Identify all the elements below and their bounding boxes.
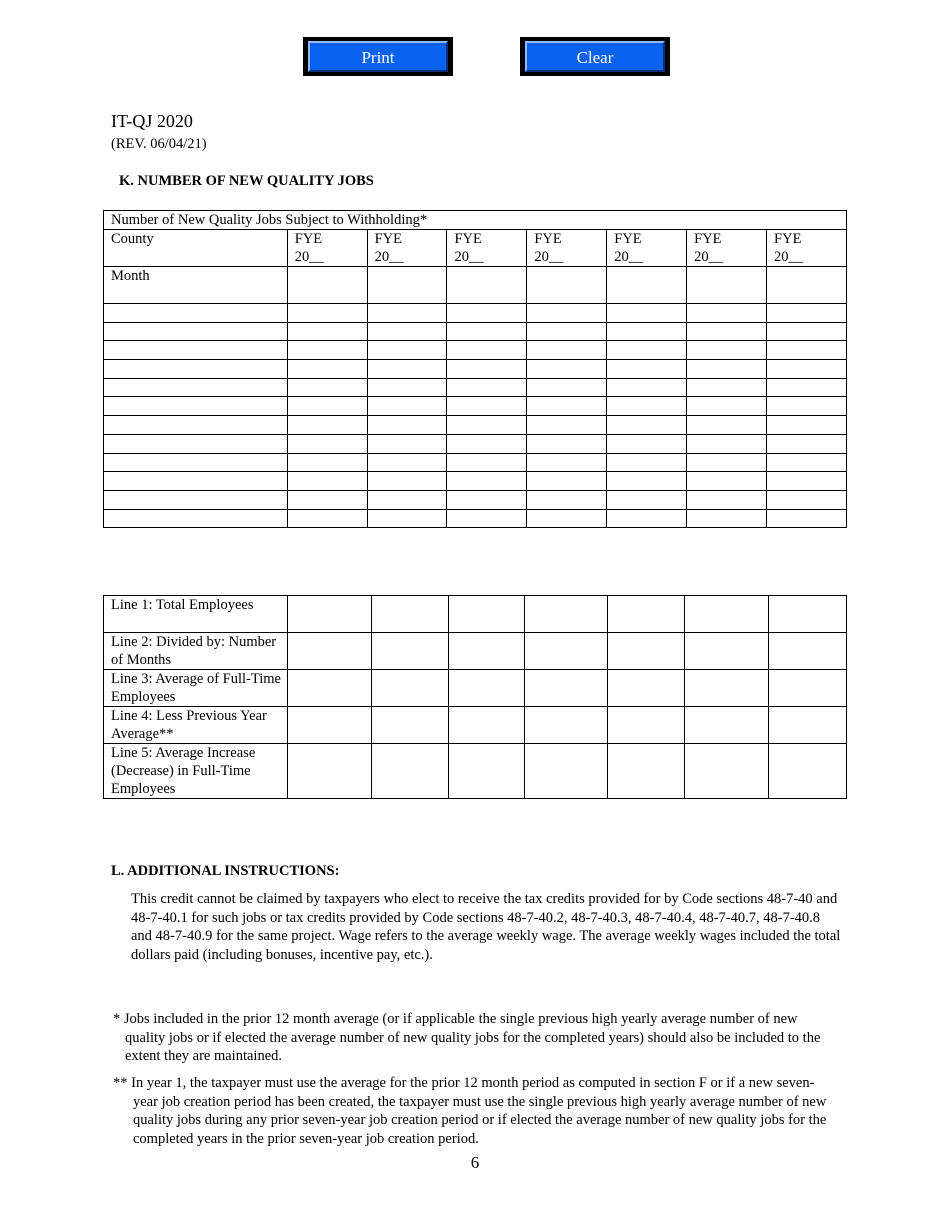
footnote-single-asterisk: * Jobs included in the prior 12 month average (or if applicable the single previous high yearly average number of new quality jobs or if elected the average number of new quality jobs for the completed years) should also be included to the extent they are maintained. [113,1011,821,1064]
fye-header-5 [607,230,687,267]
fye-label: FYE [374,231,402,247]
jobs-count-cell[interactable] [367,472,447,491]
fye-label: FYE [454,231,482,247]
jobs-count-cell[interactable] [687,490,767,509]
month-cell[interactable] [447,267,527,304]
form-id: IT-QJ 2020 [111,111,193,131]
jobs-count-cell[interactable] [367,360,447,379]
jobs-count-cell[interactable] [527,453,607,472]
jobs-count-cell[interactable] [287,322,367,341]
form-revision: (REV. 06/04/21) [111,136,207,152]
jobs-count-cell[interactable] [687,453,767,472]
jobs-count-cell[interactable] [447,341,527,360]
jobs-count-cell[interactable] [527,416,607,435]
summary-value-cell[interactable] [685,633,769,670]
jobs-table-row [104,341,847,360]
summary-value-cell[interactable] [371,670,448,707]
month-cell[interactable] [287,267,367,304]
jobs-count-cell[interactable] [687,322,767,341]
month-cell[interactable] [767,267,847,304]
jobs-count-cell[interactable] [687,360,767,379]
summary-value-cell[interactable] [525,596,608,633]
jobs-count-cell[interactable] [607,434,687,453]
jobs-count-cell[interactable] [527,304,607,323]
jobs-table-row [104,360,847,379]
summary-value-cell[interactable] [769,670,847,707]
month-cell[interactable] [367,267,447,304]
county-cell[interactable] [104,397,288,416]
summary-row-line-3 [104,670,847,707]
jobs-count-cell[interactable] [287,397,367,416]
summary-value-cell[interactable] [608,633,685,670]
jobs-count-cell[interactable] [527,397,607,416]
summary-row-label: Line 3: Average of Full-Time Employees [104,670,288,707]
fye-label: FYE [614,231,642,247]
month-cell[interactable] [687,267,767,304]
summary-row-line-4 [104,707,847,744]
fye-header-4 [527,230,607,267]
county-cell[interactable] [104,322,288,341]
jobs-count-cell[interactable] [447,453,527,472]
county-cell[interactable] [104,509,288,528]
jobs-table-row [104,434,847,453]
jobs-table-row [104,490,847,509]
jobs-table-row [104,416,847,435]
county-cell[interactable] [104,472,288,491]
fye-header-6 [687,230,767,267]
jobs-count-cell[interactable] [287,453,367,472]
print-button[interactable] [303,37,453,76]
fye-year-blank: 20__ [534,249,564,265]
jobs-count-cell[interactable] [767,360,847,379]
jobs-count-cell[interactable] [767,472,847,491]
jobs-count-cell[interactable] [527,341,607,360]
summary-value-cell[interactable] [287,670,371,707]
county-cell[interactable] [104,434,288,453]
summary-value-cell[interactable] [287,744,371,799]
jobs-count-cell[interactable] [447,434,527,453]
fye-label: FYE [774,231,802,247]
month-cell[interactable] [527,267,607,304]
jobs-count-cell[interactable] [527,472,607,491]
jobs-count-cell[interactable] [767,378,847,397]
summary-value-cell[interactable] [448,707,525,744]
summary-value-cell[interactable] [525,670,608,707]
jobs-count-cell[interactable] [607,397,687,416]
jobs-count-cell[interactable] [607,341,687,360]
fye-year-blank: 20__ [694,249,724,265]
jobs-count-cell[interactable] [527,360,607,379]
jobs-count-cell[interactable] [687,434,767,453]
summary-value-cell[interactable] [448,596,525,633]
jobs-count-cell[interactable] [767,304,847,323]
county-cell[interactable] [104,341,288,360]
jobs-table-row [104,378,847,397]
jobs-table [103,210,847,528]
county-cell[interactable] [104,453,288,472]
county-cell[interactable] [104,360,288,379]
jobs-count-cell[interactable] [607,322,687,341]
jobs-count-cell[interactable] [287,472,367,491]
summary-value-cell[interactable] [685,670,769,707]
jobs-count-cell[interactable] [447,304,527,323]
jobs-count-cell[interactable] [527,378,607,397]
fye-year-blank: 20__ [774,249,804,265]
summary-value-cell[interactable] [769,596,847,633]
summary-row-line-1 [104,596,847,633]
jobs-count-cell[interactable] [447,378,527,397]
jobs-count-cell[interactable] [687,509,767,528]
jobs-count-cell[interactable] [607,360,687,379]
summary-value-cell[interactable] [371,744,448,799]
summary-value-cell[interactable] [769,633,847,670]
jobs-count-cell[interactable] [767,509,847,528]
jobs-count-cell[interactable] [287,360,367,379]
jobs-count-cell[interactable] [527,322,607,341]
fye-year-blank: 20__ [294,249,324,265]
jobs-count-cell[interactable] [687,472,767,491]
summary-row-label: Line 4: Less Previous Year Average** [104,707,288,744]
jobs-count-cell[interactable] [607,472,687,491]
jobs-count-cell[interactable] [287,304,367,323]
fye-year-blank: 20__ [454,249,484,265]
fye-header-3 [447,230,527,267]
summary-value-cell[interactable] [371,707,448,744]
clear-button[interactable] [520,37,670,76]
summary-value-cell[interactable] [448,633,525,670]
jobs-table-caption: Number of New Quality Jobs Subject to Withholding* [104,211,847,230]
summary-value-cell[interactable] [769,744,847,799]
jobs-count-cell[interactable] [367,453,447,472]
summary-value-cell[interactable] [525,744,608,799]
summary-value-cell[interactable] [608,707,685,744]
month-label: Month [104,267,288,304]
summary-value-cell[interactable] [769,707,847,744]
jobs-count-cell[interactable] [447,416,527,435]
jobs-table-row [104,304,847,323]
summary-value-cell[interactable] [287,633,371,670]
jobs-count-cell[interactable] [367,434,447,453]
jobs-count-cell[interactable] [607,378,687,397]
jobs-count-cell[interactable] [767,322,847,341]
jobs-count-cell[interactable] [767,453,847,472]
summary-value-cell[interactable] [685,596,769,633]
section-l-title: L. ADDITIONAL INSTRUCTIONS: [111,863,340,879]
jobs-count-cell[interactable] [527,434,607,453]
jobs-count-cell[interactable] [367,397,447,416]
jobs-count-cell[interactable] [367,378,447,397]
summary-value-cell[interactable] [371,596,448,633]
jobs-count-cell[interactable] [447,322,527,341]
summary-value-cell[interactable] [448,744,525,799]
jobs-count-cell[interactable] [527,490,607,509]
summary-value-cell[interactable] [608,596,685,633]
summary-row-label: Line 1: Total Employees [104,596,288,633]
summary-value-cell[interactable] [608,744,685,799]
jobs-count-cell[interactable] [367,341,447,360]
jobs-count-cell[interactable] [447,360,527,379]
jobs-count-cell[interactable] [687,416,767,435]
jobs-count-cell[interactable] [607,490,687,509]
summary-value-cell[interactable] [685,744,769,799]
summary-row-line-2 [104,633,847,670]
jobs-count-cell[interactable] [607,509,687,528]
jobs-count-cell[interactable] [287,509,367,528]
summary-value-cell[interactable] [608,670,685,707]
jobs-count-cell[interactable] [527,509,607,528]
jobs-count-cell[interactable] [767,416,847,435]
month-cell[interactable] [607,267,687,304]
jobs-count-cell[interactable] [767,341,847,360]
print-button-label: Print [308,41,448,72]
jobs-count-cell[interactable] [287,416,367,435]
jobs-count-cell[interactable] [767,490,847,509]
jobs-count-cell[interactable] [687,378,767,397]
summary-value-cell[interactable] [448,670,525,707]
fye-label: FYE [694,231,722,247]
county-cell[interactable] [104,378,288,397]
jobs-count-cell[interactable] [287,341,367,360]
jobs-count-cell[interactable] [607,416,687,435]
jobs-count-cell[interactable] [367,304,447,323]
jobs-count-cell[interactable] [767,434,847,453]
county-cell[interactable] [104,490,288,509]
jobs-table-row [104,322,847,341]
jobs-table-row [104,472,847,491]
county-cell[interactable] [104,304,288,323]
fye-header-2 [367,230,447,267]
jobs-count-cell[interactable] [687,397,767,416]
summary-value-cell[interactable] [525,707,608,744]
jobs-table-row [104,397,847,416]
fye-label: FYE [534,231,562,247]
county-label: County [104,230,288,267]
jobs-count-cell[interactable] [607,304,687,323]
jobs-count-cell[interactable] [447,397,527,416]
summary-row-label: Line 5: Average Increase (Decrease) in Full-Time Employees [104,744,288,799]
summary-value-cell[interactable] [287,596,371,633]
fye-header-7 [767,230,847,267]
fye-year-blank: 20__ [374,249,404,265]
section-k-title: K. NUMBER OF NEW QUALITY JOBS [119,173,374,189]
summary-table [103,595,847,799]
county-cell[interactable] [104,416,288,435]
jobs-count-cell[interactable] [447,509,527,528]
jobs-count-cell[interactable] [447,490,527,509]
jobs-count-cell[interactable] [687,341,767,360]
jobs-count-cell[interactable] [287,490,367,509]
additional-instructions: This credit cannot be claimed by taxpayers who elect to receive the tax credits provided for by Code sections 48-7-40 and 48-7-40.1 for such jobs or tax credits provided by Code sections 48-7-40.2, 48-7-40.3, 48-7-40.4, 48-7-40.7, 48-7-40.8 and 48-7-40.9 for the same project. Wage refers to the average weekly wage. The average weekly wages included the total dollars paid (including bonuses, incentive pay, etc.). [131,891,841,963]
jobs-count-cell[interactable] [687,304,767,323]
fye-header-1 [287,230,367,267]
jobs-table-row [104,509,847,528]
jobs-count-cell[interactable] [367,490,447,509]
summary-row-label: Line 2: Divided by: Number of Months [104,633,288,670]
clear-button-label: Clear [525,41,665,72]
jobs-count-cell[interactable] [287,434,367,453]
jobs-count-cell[interactable] [287,378,367,397]
jobs-count-cell[interactable] [447,472,527,491]
jobs-count-cell[interactable] [767,397,847,416]
fye-label: FYE [294,231,323,247]
summary-value-cell[interactable] [685,707,769,744]
summary-row-line-5 [104,744,847,799]
fye-year-blank: 20__ [614,249,644,265]
page-number: 6 [470,1153,480,1172]
jobs-count-cell[interactable] [367,509,447,528]
jobs-count-cell[interactable] [607,453,687,472]
summary-value-cell[interactable] [287,707,371,744]
summary-value-cell[interactable] [371,633,448,670]
jobs-count-cell[interactable] [367,416,447,435]
footnote-double-asterisk: ** In year 1, the taxpayer must use the average for the prior 12 month period as computed in section F or if a new seven-year job creation period has been created, the taxpayer must use the single previous high yearly average number of new quality jobs during any prior seven-year job creation period or if elected the average number of new quality jobs for the completed years in the prior seven-year job creation period. [113,1075,827,1147]
jobs-table-row [104,453,847,472]
summary-value-cell[interactable] [525,633,608,670]
jobs-count-cell[interactable] [367,322,447,341]
